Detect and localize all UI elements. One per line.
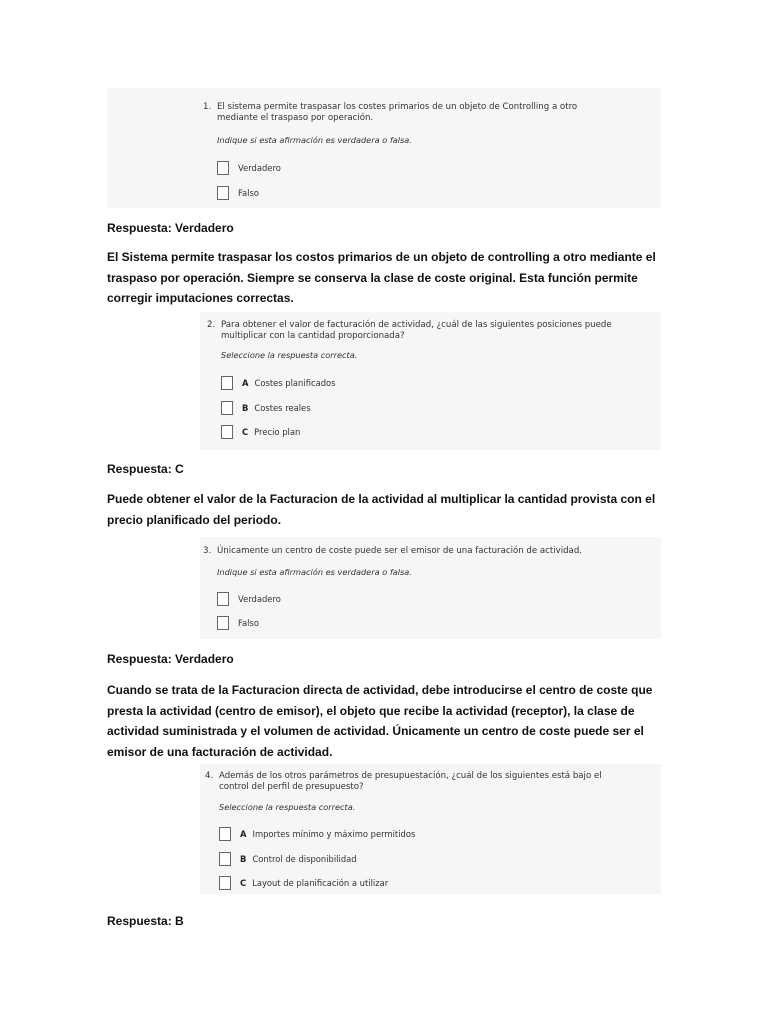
explanation-1: El Sistema permite traspasar los costos primarios de un objeto de controlling a otro mediante el traspaso por operación. Siempre se conserva la clase de coste original. Esta función permite corregir imputaciones correctas. [107, 250, 656, 305]
question-instruction: Indique si esta afirmación es verdadera o falsa. [217, 567, 412, 577]
explanation-3: Cuando se trata de la Facturacion directa de actividad, debe introducirse el centro de coste que presta la actividad (centro de emisor), el objeto que recibe la actividad (receptor), la clase de actividad suministrada y el volumen de actividad. Únicamente un centro de coste puede ser el emisor de una facturación de actividad. [107, 683, 653, 759]
question-text-line1: Únicamente un centro de coste puede ser el emisor de una facturación de actividad. [217, 546, 583, 556]
option-label: Falso [238, 618, 259, 628]
question-number: 3. [203, 546, 212, 556]
option-label: Layout de planificación a utilizar [252, 878, 389, 888]
option-label: Costes reales [254, 403, 311, 413]
question-2-text [207, 320, 647, 342]
option-b[interactable] [219, 852, 357, 866]
option-c[interactable] [219, 876, 388, 890]
question-text-line2: control del perfil de presupuesto? [219, 782, 364, 792]
checkbox[interactable] [221, 376, 233, 390]
checkbox[interactable] [221, 401, 233, 415]
question-1-text [203, 102, 643, 124]
checkbox[interactable] [219, 827, 231, 841]
question-3-text [203, 546, 643, 557]
option-label: Importes mínimo y máximo permitidos [252, 829, 416, 839]
option-letter: C [240, 878, 247, 888]
answer-4: Respuesta: B [107, 914, 184, 928]
checkbox[interactable] [217, 161, 229, 175]
option-falso[interactable] [217, 616, 259, 630]
checkbox[interactable] [219, 876, 231, 890]
option-letter: A [240, 829, 247, 839]
checkbox[interactable] [217, 186, 229, 200]
checkbox[interactable] [217, 592, 229, 606]
question-instruction: Indique si esta afirmación es verdadera o falsa. [217, 135, 412, 145]
answer-3: Respuesta: Verdadero [107, 652, 234, 666]
answer-2: Respuesta: C [107, 462, 184, 476]
option-label: Verdadero [238, 594, 281, 604]
option-falso[interactable] [217, 186, 259, 200]
option-a[interactable] [219, 827, 415, 841]
option-letter: C [242, 427, 249, 437]
option-a[interactable] [221, 376, 336, 390]
question-4-text [205, 771, 645, 793]
question-text-line1: El sistema permite traspasar los costes primarios de un objeto de Controlling a otro [217, 102, 578, 112]
option-verdadero[interactable] [217, 161, 281, 175]
option-label: Falso [238, 188, 259, 198]
question-text-line2: mediante el traspaso por operación. [217, 113, 374, 123]
question-instruction: Seleccione la respuesta correcta. [219, 802, 356, 812]
option-letter: B [240, 854, 247, 864]
checkbox[interactable] [221, 425, 233, 439]
question-instruction: Seleccione la respuesta correcta. [221, 350, 358, 360]
question-number: 1. [203, 102, 212, 112]
option-b[interactable] [221, 401, 311, 415]
option-label: Precio plan [254, 427, 301, 437]
question-number: 4. [205, 771, 214, 781]
question-text-line2: multiplicar con la cantidad proporcionada? [221, 331, 405, 341]
option-letter: B [242, 403, 249, 413]
explanation-2: Puede obtener el valor de la Facturacion de la actividad al multiplicar la cantidad provista con el precio planificado del periodo. [107, 492, 656, 527]
option-label: Costes planificados [254, 378, 336, 388]
option-label: Control de disponibilidad [252, 854, 357, 864]
option-verdadero[interactable] [217, 592, 281, 606]
option-label: Verdadero [238, 163, 281, 173]
question-text-line1: Además de los otros parámetros de presupuestación, ¿cuál de los siguientes está bajo el [219, 771, 602, 781]
question-text-line1: Para obtener el valor de facturación de actividad, ¿cuál de las siguientes posiciones puede [221, 320, 612, 330]
option-letter: A [242, 378, 249, 388]
checkbox[interactable] [219, 852, 231, 866]
checkbox[interactable] [217, 616, 229, 630]
option-c[interactable] [221, 425, 300, 439]
question-number: 2. [207, 320, 216, 330]
answer-1: Respuesta: Verdadero [107, 221, 234, 235]
